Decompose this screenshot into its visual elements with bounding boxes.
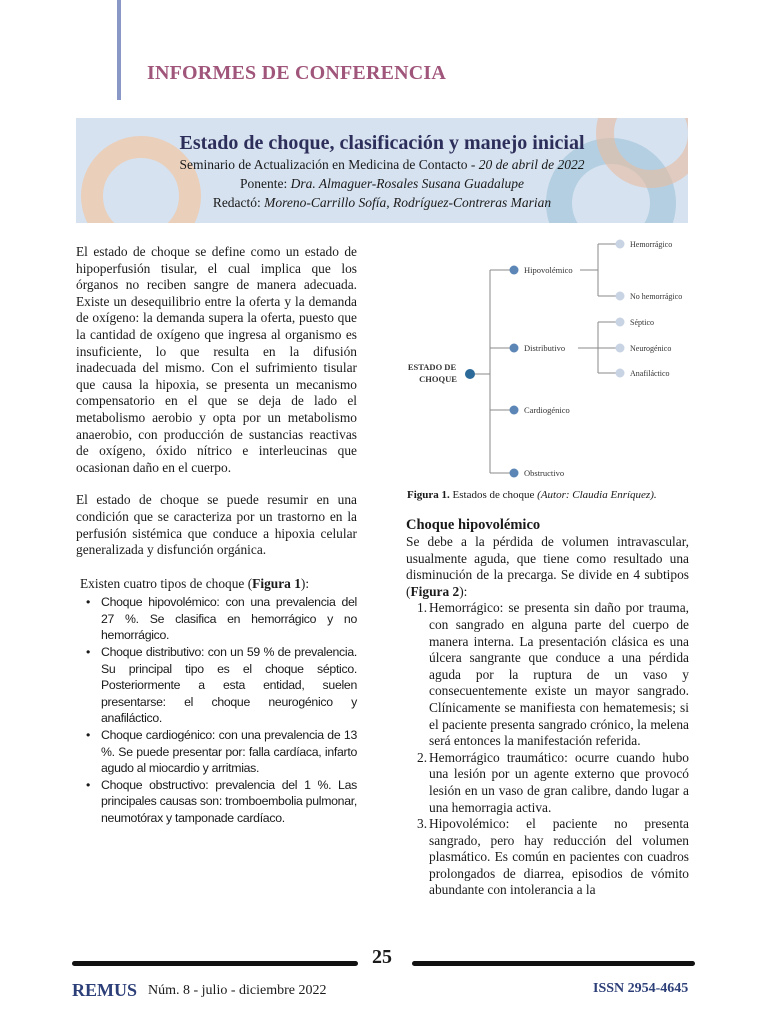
speaker-name: Dra. Almaguer-Rosales Susana Guadalupe [290, 176, 525, 191]
speaker-label: Ponente: [239, 176, 291, 191]
article-title: Estado de choque, clasificación y manejo inicial [179, 132, 585, 154]
list-item: • Choque hipovolémico: con una prevalencia del 27 %. Se clasifica en hemorrágico y no hemorrágico. [76, 594, 357, 644]
page-number: 25 [372, 946, 392, 968]
leaf-label: Séptico [630, 318, 654, 327]
footer-rule [72, 961, 358, 966]
shock-types-list [76, 594, 357, 826]
issue-info: Núm. 8 - julio - diciembre 2022 [148, 983, 327, 998]
item-text: Hemorrágico traumático: ocurre cuando hubo una lesión por un agente externo que provocó lesión en un vaso de gran calibre, dando lugar a una hemorragia activa. [429, 749, 689, 815]
figure-1-diagram [400, 232, 700, 487]
branch-label: Cardiogénico [524, 405, 570, 415]
branch-label: Hipovolémico [524, 265, 573, 275]
figure-caption [407, 489, 657, 501]
subtypes-list [406, 600, 689, 899]
branch-label: Distributivo [524, 343, 566, 353]
header-accent-bar [117, 0, 121, 100]
root-node [465, 369, 475, 379]
title-banner [76, 118, 688, 223]
intro-text: Se debe a la pérdida de volumen intravascular, usualmente aguda, que tiene como resultado una disminución de la precarga. Se divide en 4 subtipos ( [406, 534, 689, 599]
caption-text: Estados de choque [449, 489, 538, 501]
tree-connectors [470, 244, 616, 473]
list-item: • Choque obstructivo: prevalencia del 1 %. Las principales causas son: tromboembolia pulmonar, neumotórax y tamponade cardíaco. [76, 777, 357, 827]
writers-line [76, 193, 688, 212]
types-intro-text: Existen cuatro tipos de choque ( [80, 575, 253, 591]
branch-node [510, 406, 519, 415]
caption-author: (Autor: Claudia Enríquez). [537, 489, 657, 501]
right-column [406, 516, 689, 899]
banner-text [76, 118, 688, 212]
list-item [406, 600, 689, 749]
leaf-node [616, 369, 625, 378]
issn: ISSN 2954-4645 [593, 981, 689, 996]
seminar-name: Seminario de Actualización en Medicina de Contacto - [179, 157, 479, 172]
branch-label: Obstructivo [524, 468, 565, 478]
branch-node [510, 266, 519, 275]
section-title: INFORMES DE CONFERENCIA [147, 62, 447, 84]
paragraph: El estado de choque se puede resumir en una condición que se caracteriza por un trastorno en la perfusión sistémica que conduce a hipoxia celular generalizada y disfunción orgánica. [76, 492, 357, 558]
root-label: CHOQUE [419, 374, 457, 384]
leaf-node [616, 240, 625, 249]
root-label: ESTADO DE [407, 362, 457, 372]
leaf-label: No hemorrágico [630, 292, 683, 301]
figure-reference: Figura 2 [410, 583, 460, 599]
leaf-node [616, 318, 625, 327]
figure-reference: Figura 1 [252, 575, 301, 591]
left-column [76, 244, 357, 827]
types-intro [76, 576, 357, 593]
leaf-label: Neurogénico [630, 344, 672, 353]
shock-tree-diagram [400, 232, 700, 487]
footer-rule [412, 961, 695, 966]
leaf-label: Anafiláctico [630, 369, 670, 378]
leaf-label: Hemorrágico [630, 240, 673, 249]
caption-label: Figura 1. [407, 489, 450, 501]
speaker-line [76, 174, 688, 193]
section-heading: Choque hipovolémico [406, 517, 541, 533]
list-item [406, 816, 689, 899]
list-item: • Choque cardiogénico: con una prevalencia de 13 %. Se puede presentar por: falla cardíaca, infarto agudo al miocardio y arritmias. [76, 727, 357, 777]
types-intro-text: ): [300, 575, 310, 591]
seminar-line [76, 155, 688, 174]
journal-name: REMUS [72, 980, 138, 1000]
branch-node [510, 469, 519, 478]
leaf-node [616, 344, 625, 353]
list-item: • Choque distributivo: con un 59 % de prevalencia. Su principal tipo es el choque séptico. Posteriormente a esta entidad, suelen presentarse: el choque neurogénico y anafiláctico. [76, 644, 357, 727]
leaf-node [616, 292, 625, 301]
item-text: Hipovolémico: el paciente no presenta sangrado, pero hay reducción del volumen plasmático. Es común en pacientes con cuadros prolongados de diarrea, episodios de vómito abundante con intolerancia a la [429, 816, 689, 898]
item-text: Hemorrágico: se presenta sin daño por trauma, con sangrado en alguna parte del cuerpo de manera interna. La presentación clásica es una úlcera sangrante que conduce a una pérdida aguda por la ruptura de un vaso y consecuentemente existe un mayor sangrado. Clínicamente se manifiesta con hematemesis; si el paciente presenta sangrado crónico, la melena será entonces la manifestación referida. [429, 600, 689, 749]
writers-label: Redactó: [212, 195, 265, 210]
branch-node [510, 344, 519, 353]
paragraph [406, 534, 689, 600]
seminar-date: 20 de abril de 2022 [478, 157, 585, 172]
intro-text: ): [459, 583, 468, 599]
writers-names: Moreno-Carrillo Sofía, Rodríguez-Contreras Marian [264, 195, 552, 210]
item-number: 3. [417, 816, 428, 832]
list-item [406, 750, 689, 816]
item-number: 1. [417, 600, 428, 616]
item-number: 2. [417, 749, 428, 765]
paragraph: El estado de choque se define como un estado de hipoperfusión tisular, el cual implica que los órganos no reciben sangre de manera adecuada. Existe un desequilibrio entre la oferta y la demanda de oxígeno: la demanda supera la oferta, puesto que la cantidad de oxígeno que ingresa al organismo es insuficiente, lo que resulta en la difusión inadecuada del mismo. Con el sufrimiento tisular que causa la hipoxia, se presenta un mecanismo compensatorio en el que se deja de lado el metabolismo aerobio y opta por un metabolismo anaerobio, con producción de sustancias reactivas de oxígeno, óxido nítrico e interleucinas que ocasionan daño en el cuerpo. [76, 244, 357, 475]
